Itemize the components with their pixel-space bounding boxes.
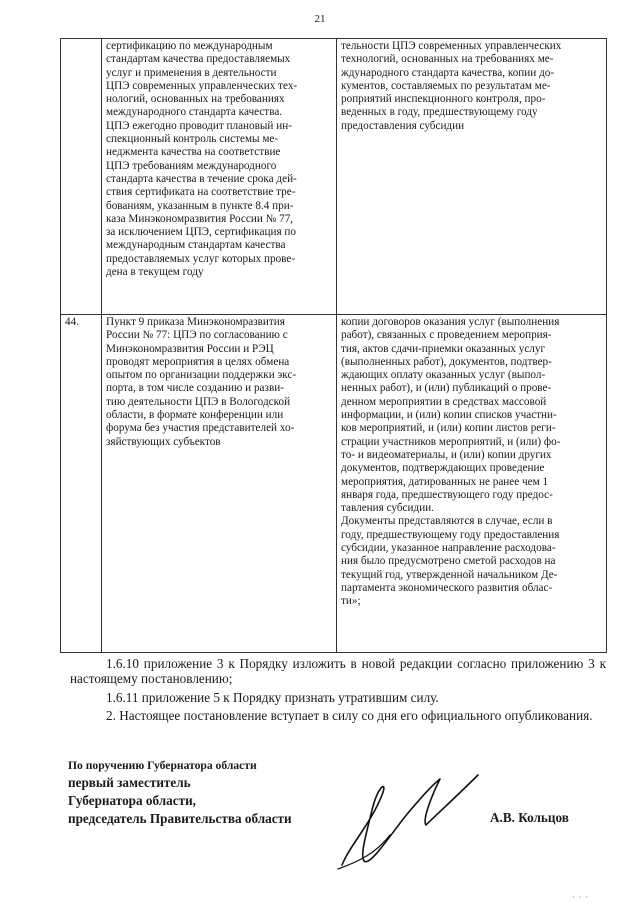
row-number-cell: 44. [61,315,102,653]
handwritten-signature [330,765,490,875]
table-row [61,315,607,653]
documents-cell: тельности ЦПЭ современных управленческих технологий, основанных на требованиях ме- ждународного стандарта качества, копии до- кументов, составляемых по результатам ме- роприятий инспекционного контроля, про- веденных в году, предшествующему году предоставления субсидии [337,39,607,315]
signatory-name: А.В. Кольцов [490,810,569,825]
signatory-authority-line: По поручению Губернатора области [68,759,257,772]
requirement-cell: сертификацию по международным стандартам качества предоставляемых услуг и применения в деятельности ЦПЭ современных управленческих тех- нологий, основанных на требованиях международного стандарта качества. ЦПЭ ежегодно проводит плановый ин- спекционный контроль системы ме- неджмента качества на соответствие ЦПЭ требованиям международного стандарта качества в течение срока дей- ствия сертификата на соответствие тре- бованиям, указанным в пункте 8.4 при- каза Минэкономразвития России № 77, за исключением ЦПЭ, сертификация по международным стандартам качества предоставляемых услуг которых прове- дена в текущем году [102,39,337,315]
signatory-position-line-2: Губернатора области, [68,793,196,808]
page-number: 21 [314,13,326,25]
paragraph-1-6-11: 1.6.11 приложение 5 к Порядку признать утратившим силу. [106,690,439,705]
corner-mark: · · · [572,893,589,902]
document-table [60,38,607,653]
signatory-position-line-3: председатель Правительства области [68,811,292,826]
requirement-cell: Пункт 9 приказа Минэкономразвития России № 77: ЦПЭ по согласованию с Минэкономразвития России и РЭЦ проводят мероприятия в целях обмена опытом по организации поддержки экс- порта, в том числе созданию и разви- тию деятельности ЦПЭ в Вологодской области, в формате конференции или форума без участия представителей хо- зяйствующих субъектов [102,315,337,653]
paragraph-1-6-10: 1.6.10 приложение 3 к Порядку изложить в новой редакции согласно приложению 3 к настоящему постановлению; [70,656,606,686]
table-row [61,39,607,315]
signatory-position-line-1: первый заместитель [68,775,191,790]
row-number-cell [61,39,102,315]
documents-cell: копии договоров оказания услуг (выполнения работ), связанных с проведением мероприя- тия, актов сдачи-приемки оказанных услуг (выполненных работ), документов, подтвер- ждающих оплату оказанных услуг (выпол- ненных работ), и (или) публикаций о прове- денном мероприятии в средствах массовой информации, и (или) копии списков участни- ков мероприятий, и (или) копии листов реги- страции участников мероприятий, и (или) фо- то- и видеоматериалы, и (или) копии других документов, подтверждающих проведение мероприятия, датированных не ранее чем 1 января года, предшествующего году предос- тавления субсидии. Документы представляются в случае, если в году, предшествующему году предоставления субсидии, указанное направление расходова- ния было предусмотрено сметой расходов на текущий год, утвержденной начальником Де- партамента экономического развития облас- ти»; [337,315,607,653]
paragraph-2: 2. Настоящее постановление вступает в силу со дня его официального опубликования. [106,708,593,723]
signatory-title-block [68,758,292,828]
